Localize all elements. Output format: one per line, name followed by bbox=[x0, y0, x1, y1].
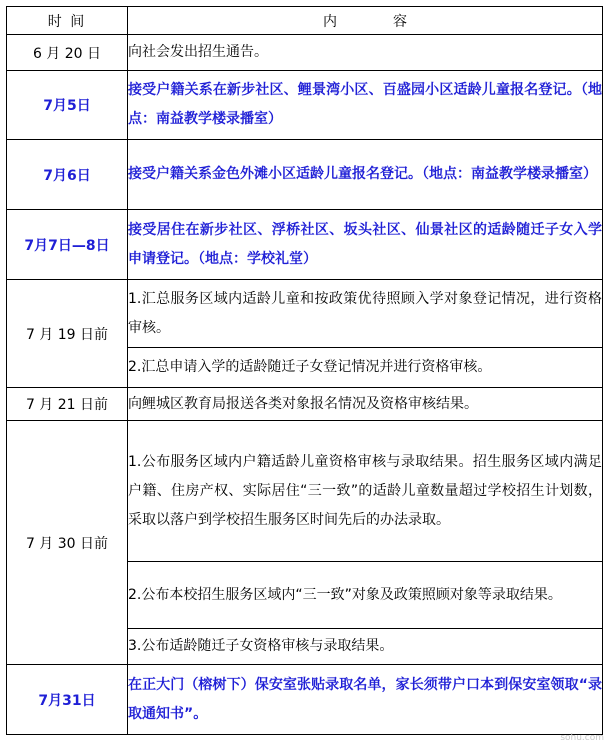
row-time: 7月31日 bbox=[7, 665, 128, 735]
row-content: 2.公布本校招生服务区域内“三一致”对象及政策照顾对象等录取结果。 bbox=[128, 562, 603, 629]
row-time: 7月7日—8日 bbox=[7, 210, 128, 280]
row-content: 2.汇总申请入学的适龄随迁子女登记情况并进行资格审核。 bbox=[128, 348, 603, 388]
row-content: 在正大门（榕树下）保安室张贴录取名单，家长须带户口本到保安室领取“录取通知书”。 bbox=[128, 665, 603, 735]
row-content: 向社会发出招生通告。 bbox=[128, 35, 603, 71]
enrollment-schedule-table bbox=[6, 6, 603, 735]
row-time: 7 月 19 日前 bbox=[7, 280, 128, 388]
table-header-row bbox=[7, 7, 603, 35]
header-content bbox=[128, 7, 603, 35]
header-content-a: 内 bbox=[323, 13, 337, 30]
table-row bbox=[7, 140, 603, 210]
row-content: 向鲤城区教育局报送各类对象报名情况及资格审核结果。 bbox=[128, 388, 603, 421]
row-content: 接受户籍关系在新步社区、鲤景湾小区、百盛园小区适龄儿童报名登记。（地点：南益教学楼录播室） bbox=[128, 71, 603, 140]
row-content: 接受户籍关系金色外滩小区适龄儿童报名登记。（地点：南益教学楼录播室） bbox=[128, 140, 603, 210]
table-row bbox=[7, 421, 603, 562]
row-time: 7月6日 bbox=[7, 140, 128, 210]
table-row bbox=[7, 71, 603, 140]
table-row bbox=[7, 665, 603, 735]
table-row bbox=[7, 388, 603, 421]
table-row bbox=[7, 280, 603, 348]
row-time: 7月5日 bbox=[7, 71, 128, 140]
header-time: 时 间 bbox=[7, 7, 128, 35]
watermark: sohu.com bbox=[560, 733, 604, 743]
row-content: 1.汇总服务区域内适龄儿童和按政策优待照顾入学对象登记情况，进行资格审核。 bbox=[128, 280, 603, 348]
row-time: 6 月 20 日 bbox=[7, 35, 128, 71]
header-content-b: 容 bbox=[393, 13, 407, 30]
row-time: 7 月 30 日前 bbox=[7, 421, 128, 665]
table-row bbox=[7, 35, 603, 71]
row-time: 7 月 21 日前 bbox=[7, 388, 128, 421]
row-content: 1.公布服务区域内户籍适龄儿童资格审核与录取结果。招生服务区域内满足户籍、住房产权、实际居住“三一致”的适龄儿童数量超过学校招生计划数，采取以落户到学校招生服务区时间先后的办法录取。 bbox=[128, 421, 603, 562]
row-content: 3.公布适龄随迁子女资格审核与录取结果。 bbox=[128, 629, 603, 665]
table-row bbox=[7, 210, 603, 280]
row-content: 接受居住在新步社区、浮桥社区、坂头社区、仙景社区的适龄随迁子女入学申请登记。（地点：学校礼堂） bbox=[128, 210, 603, 280]
